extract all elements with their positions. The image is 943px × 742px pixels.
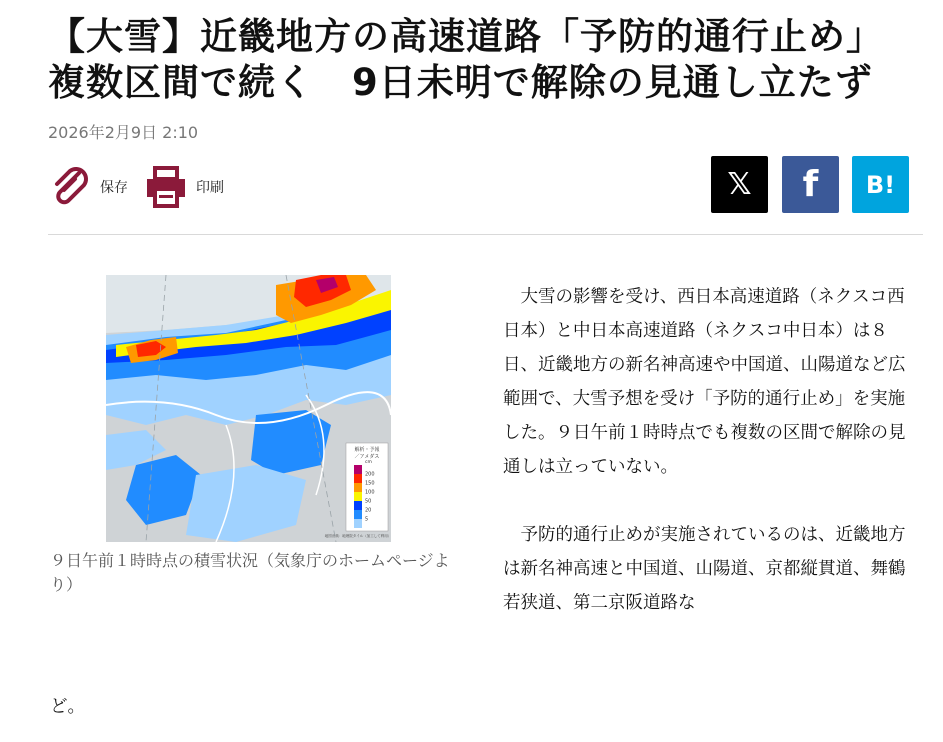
legend-swatch: [354, 465, 362, 474]
share-x-button[interactable]: [711, 156, 768, 213]
map-credit: 地図出典：地理院タイル（加工して利用）: [324, 534, 391, 538]
article-toolbar: [48, 162, 240, 212]
legend-value: 20: [365, 507, 372, 514]
legend-swatch: [354, 501, 362, 510]
save-label: 保存: [100, 180, 128, 196]
share-facebook-button[interactable]: [782, 156, 839, 213]
figure-caption: ９日午前１時時点の積雪状況（気象庁のホームページより）: [50, 551, 450, 594]
snow-map-graphic: [106, 275, 391, 542]
legend-swatch: [354, 483, 362, 492]
hatena-bookmark-icon: B!: [865, 170, 896, 199]
legend-value: 5: [365, 516, 369, 523]
legend-swatch: [354, 474, 362, 483]
print-label: 印刷: [196, 180, 224, 196]
snow-depth-map[interactable]: [106, 275, 391, 542]
article-paragraph-2: 予防的通行止めが実施されているのは、近畿地方は新名神高速と中国道、山陽道、京都縦貫道、舞鶴若狭道、第二京阪道路な: [503, 525, 906, 613]
save-button[interactable]: [48, 165, 128, 209]
legend-value: 50: [365, 498, 372, 505]
divider: [48, 234, 923, 235]
headline-line-2: 複数区間で続く 9日未明で解除の見通し立たず: [48, 61, 873, 104]
publish-date: 2026年2月9日 2:10: [48, 123, 199, 142]
legend-value: 200: [365, 471, 375, 478]
x-logo-icon: 𝕏: [727, 167, 752, 202]
printer-icon: [144, 165, 188, 209]
legend-swatch: [354, 492, 362, 501]
legend-value: 150: [365, 480, 375, 487]
paperclip-icon: [48, 165, 92, 209]
legend-swatch: [354, 519, 362, 528]
share-hatena-button[interactable]: [852, 156, 909, 213]
print-button[interactable]: [144, 165, 224, 209]
legend-swatch: [354, 510, 362, 519]
article-paragraph-1: 大雪の影響を受け、西日本高速道路（ネクスコ西日本）と中日本高速道路（ネクスコ中日本）は８日、近畿地方の新名神高速や中国道、山陽道など広範囲で、大雪予想を受け「予防的通行止め」を実施した。９日午前１時時点でも複数の区間で解除の見通しは立っていない。: [503, 287, 906, 477]
article-paragraph-2-continuation: ど。: [50, 697, 85, 717]
legend-value: 100: [365, 489, 375, 496]
article-body: [503, 280, 913, 654]
headline-line-1: 【大雪】近畿地方の高速道路「予防的通行止め」: [48, 15, 884, 58]
legend-unit: cm: [365, 460, 372, 465]
article-headline: [48, 14, 928, 106]
legend-subtitle: ／アメダス: [354, 454, 380, 460]
legend-title: 解析・予報: [354, 447, 380, 453]
facebook-logo-icon: f: [802, 164, 819, 205]
